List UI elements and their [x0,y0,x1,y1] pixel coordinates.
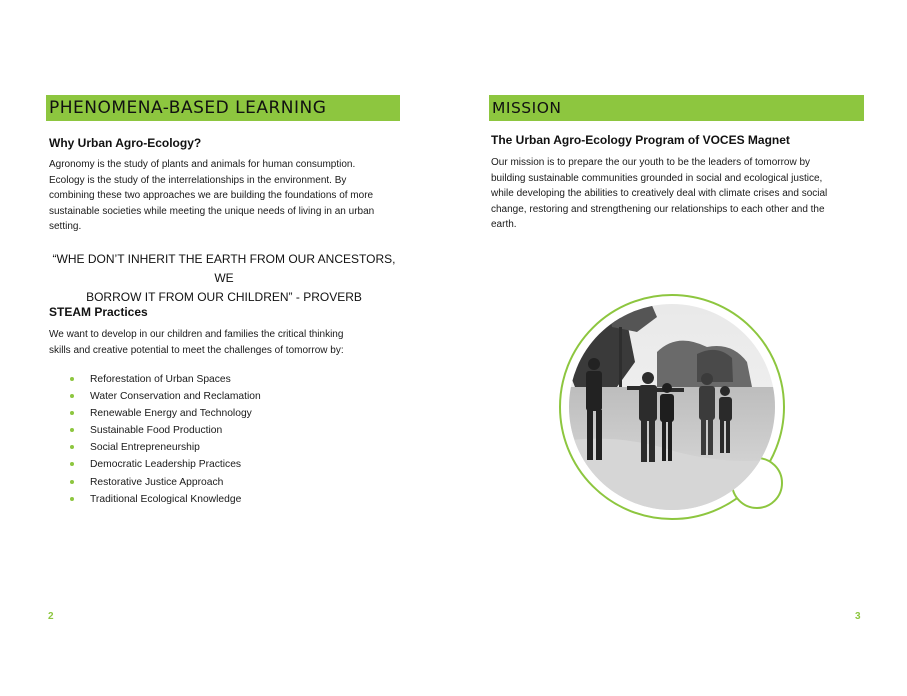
mission-paragraph [491,155,871,233]
left-page [0,0,453,696]
paragraph-line: We want to develop in our children and families the critical thinking [49,329,344,340]
paragraph-line: Agronomy is the study of plants and animals for human consumption. [49,159,356,170]
paragraph-line: change, restoring and strengthening our relationships to each other and the [491,203,825,215]
page-number: 3 [855,611,861,622]
list-item-label: Reforestation of Urban Spaces [90,374,231,385]
list-item [68,422,261,439]
paragraph-line: earth. [491,219,517,231]
quote-line: BORROW IT FROM OUR CHILDREN” - PROVERB [86,290,362,304]
list-item-label: Traditional Ecological Knowledge [90,493,242,505]
group-photo-circle-icon [557,292,787,522]
list-item [68,371,261,388]
paragraph-line: Our mission is to prepare the our youth to be the leaders of tomorrow by [491,157,811,168]
list-item [68,439,261,456]
list-item-label: Restorative Justice Approach [90,476,224,488]
bullet-dot-icon [70,462,74,466]
right-page [453,0,907,696]
bullet-dot-icon [70,394,74,398]
page-number: 2 [48,611,54,622]
list-item [68,388,261,405]
steam-practices-list [68,371,261,508]
list-item-label: Renewable Energy and Technology [90,408,252,420]
steam-practices-heading: STEAM Practices [49,305,148,319]
list-item-label: Sustainable Food Production [90,425,223,437]
quote-line: “WHE DON’T INHERIT THE EARTH FROM OUR ANCESTORS, WE [52,252,396,285]
proverb-quote [46,250,402,307]
bullet-dot-icon [70,411,74,415]
mission-banner: MISSION [489,95,864,121]
paragraph-line: skills and creative potential to meet the challenges of tomorrow by: [49,344,344,356]
paragraph-line: building sustainable communities grounded in social and ecological justice, [491,172,823,184]
paragraph-line: Ecology is the study of the interrelationships in the environment. By [49,174,347,186]
why-agro-ecology-paragraph [49,157,419,235]
mission-heading: The Urban Agro-Ecology Program of VOCES Magnet [491,133,790,147]
paragraph-line: combining these two approaches we are building the foundations of more [49,190,374,202]
bullet-dot-icon [70,445,74,449]
list-item-label: Social Entrepreneurship [90,442,200,454]
list-item [68,456,261,473]
phenomena-banner: PHENOMENA-BASED LEARNING [46,95,400,121]
paragraph-line: setting. [49,221,82,233]
bullet-dot-icon [70,377,74,381]
list-item-label: Democratic Leadership Practices [90,459,242,471]
list-item [68,405,261,422]
paragraph-line: while developing the abilities to creatively deal with climate crises and social [491,188,828,200]
bullet-dot-icon [70,428,74,432]
paragraph-line: sustainable societies while meeting the unique needs of living in an urban [49,205,375,217]
list-item [68,474,261,491]
bullet-dot-icon [70,480,74,484]
bullet-dot-icon [70,497,74,501]
why-agro-ecology-heading: Why Urban Agro-Ecology? [49,136,202,150]
list-item [68,491,261,508]
steam-paragraph [49,327,419,358]
list-item-label: Water Conservation and Reclamation [90,391,261,403]
group-photo [557,292,787,522]
